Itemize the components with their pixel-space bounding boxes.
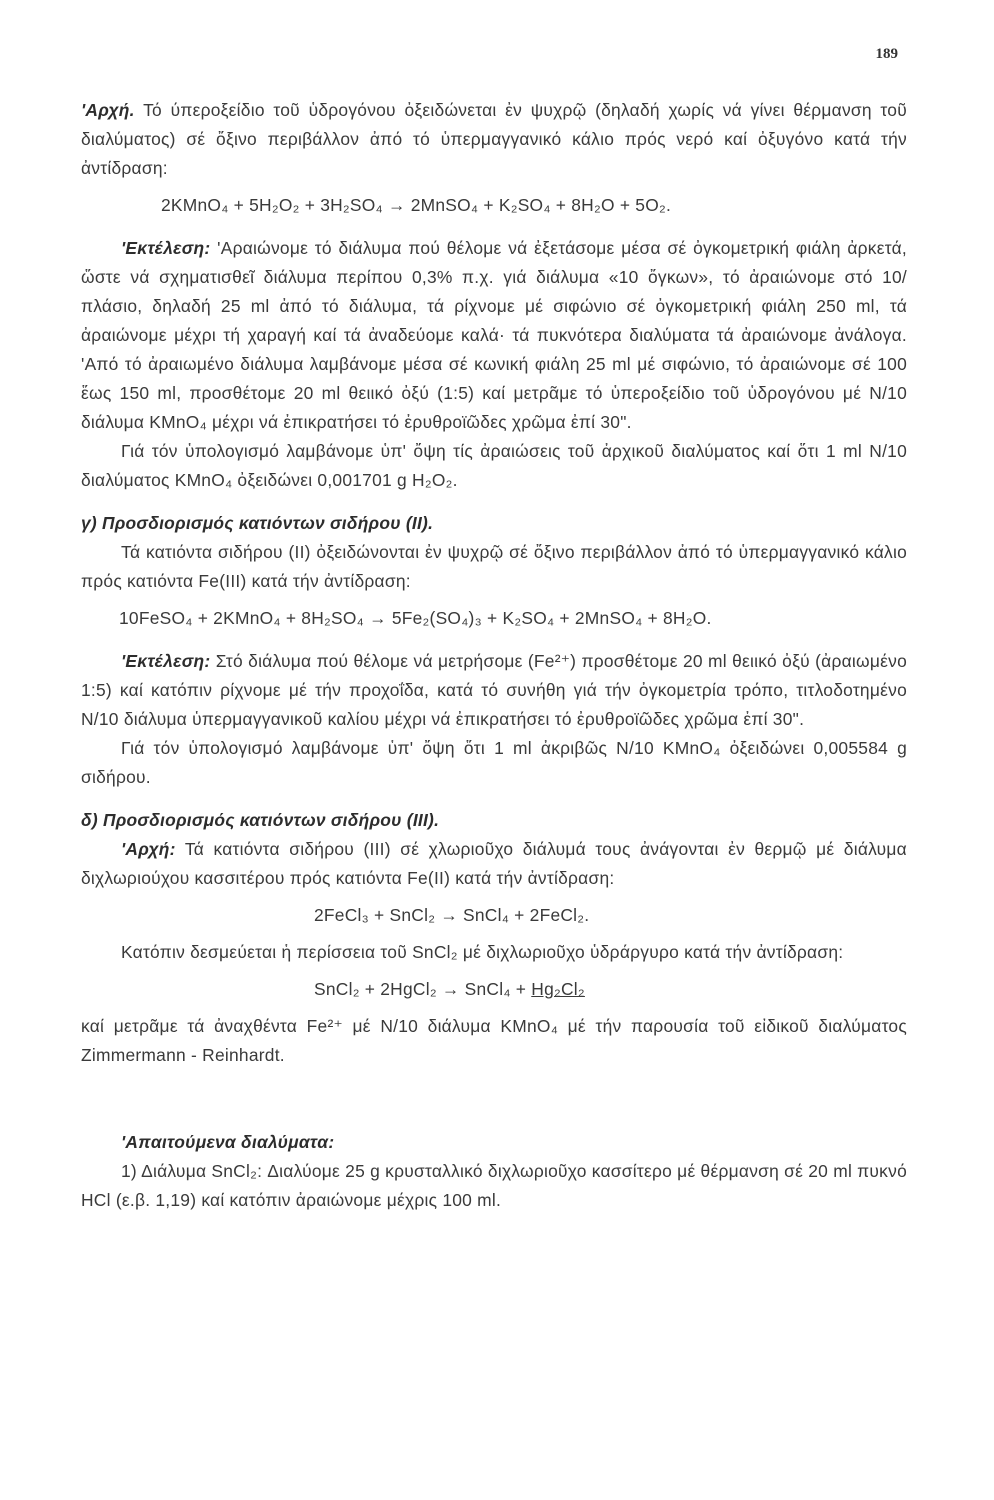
page-body <box>81 96 907 1215</box>
iron-iii-principle-paragraph <box>81 835 907 893</box>
iron-ii-procedure-text: Στό διάλυμα πού θέλομε νά μετρήσομε (Fe²⁺) προσθέτομε 20 ml θειικό ὀξύ (ἀραιωμένο 1:5) καί κατόπιν ρίχνομε μέ τήν προχοΐδα, κατά τό συνήθη γιά τήν ὀγκομετρία τρόπο, τιτλοδοτημένο N/10 διάλυμα ὑπερμαγγανικοῦ καλίου μέχρι νά ἐπικρατήσει τό ἐρυθροϊῶδες χρῶμα ἐπί 30". <box>81 651 907 729</box>
iron-ii-procedure-label: 'Εκτέλεση: <box>121 651 211 671</box>
equation-hgcl2-main: SnCl₂ + 2HgCl₂ → SnCl₄ + <box>314 979 532 999</box>
solution-item-1-label: 1) Διάλυμα SnCl₂: <box>121 1161 263 1181</box>
principle-label: 'Αρχή. <box>81 100 135 120</box>
measure-paragraph: καί μετρᾶμε τά ἀναχθέντα Fe²⁺ μέ N/10 διάλυμα KMnO₄ μέ τήν παρουσία τοῦ εἰδικοῦ διαλύματος Zimmermann - Reinhardt. <box>81 1016 907 1065</box>
calculation-paragraph: Γιά τόν ὑπολογισμό λαμβάνομε ὑπ' ὄψη τίς ἀραιώσεις τοῦ ἀρχικοῦ διαλύματος καί ὅτι 1 ml N/10 διαλύματος KMnO₄ ὀξειδώνει 0,001701 g H₂O₂. <box>81 441 907 490</box>
equation-hgcl2 <box>81 975 907 1004</box>
solution-item-1-text: Διαλύομε 25 g κρυσταλλικό διχλωριοῦχο κασσίτερο μέ θέρμανση σέ 20 ml πυκνό HCl (ε.β. 1,19) καί κατόπιν ἀραιώνομε μέχρις 100 ml. <box>81 1161 907 1210</box>
equation-feso4: 10FeSO₄ + 2KMnO₄ + 8H₂SO₄ → 5Fe₂(SO₄)₃ + K₂SO₄ + 2MnSO₄ + 8H₂O. <box>119 608 712 628</box>
principle-paragraph <box>81 96 907 183</box>
mercury-paragraph: Κατόπιν δεσμεύεται ἡ περίσσεια τοῦ SnCl₂ μέ διχλωριοῦχο ὑδράργυρο κατά τήν ἀντίδραση: <box>121 942 844 962</box>
procedure-paragraph <box>81 234 907 437</box>
iron-ii-calculation-paragraph: Γιά τόν ὑπολογισμό λαμβάνομε ὑπ' ὄψη ὅτι 1 ml ἀκριβῶς N/10 KMnO₄ ὀξειδώνει 0,005584 g σιδήρου. <box>81 738 907 787</box>
procedure-text: 'Αραιώνομε τό διάλυμα πού θέλομε νά ἐξετάσομε μέσα σέ ὀγκομετρική φιάλη ἀρκετά, ὥστε νά σχηματισθεῖ διάλυμα περίπου 0,3% π.χ. γιά διάλυμα «10 ὄγκων», τό ἀραιώνομε στό 10/πλάσιο, δηλαδή 25 ml ἀπό τό διάλυμα, τά ρίχνομε μέ σιφώνιο σέ ὀγκομετρική φιάλη 250 ml, τά ἀραιώνομε μέχρι τή χαραγή καί τά ἀναδεύομε καλά· τά πυκνότερα διαλύματα τά ἀραιώνομε ἀνάλογα. 'Από τό ἀραιωμένο διάλυμα λαμβάνομε μέσα σέ κωνική φιάλη 25 ml μέ σιφώνιο, τό ἀραιώνομε σέ 100 ἕως 150 ml, προσθέτομε 20 ml θειικό ὀξύ (1:5) καί μετρᾶμε τό ὑπεροξείδιο τοῦ ὑδρογόνου μέ N/10 διάλυμα KMnO₄ μέχρι νά ἐπικρατήσει τό ἐρυθροϊῶδες χρῶμα ἐπί 30". <box>81 238 907 432</box>
page-number: 189 <box>875 46 898 62</box>
required-solutions-heading: 'Απαιτούμενα διαλύματα: <box>121 1132 335 1152</box>
iron-ii-procedure-paragraph <box>81 647 907 734</box>
equation-hgcl2-precipitate: Hg₂Cl₂ <box>531 979 585 999</box>
equation-h2o2: 2KMnO₄ + 5H₂O₂ + 3H₂SO₄ → 2MnSO₄ + K₂SO₄ + 8H₂O + 5O₂. <box>161 195 672 215</box>
principle-text: Τό ύπεροξείδιο τοῦ ὑδρογόνου ὀξειδώνεται ἐν ψυχρῷ (δηλαδή χωρίς νά γίνει θέρμανση τοῦ διαλύματος) σέ ὄξινο περιβάλλον ἀπό τό ὑπερμαγγανικό κάλιο πρός νερό καί ὀξυγόνο κατά τήν ἀντίδραση: <box>81 100 907 178</box>
iron-iii-principle-label: 'Αρχή: <box>121 839 176 859</box>
iron-iii-principle-text: Τά κατιόντα σιδήρου (ΙΙΙ) σέ χλωριοῦχο διάλυμά τους ἀνάγονται ἐν θερμῷ μέ διάλυμα διχλωριούχου κασσιτέρου πρός κατιόντα Fe(II) κατά τήν ἀντίδραση: <box>81 839 907 888</box>
section-heading-iron-iii: δ) Προσδιορισμός κατιόντων σιδήρου (ΙΙΙ). <box>81 810 440 830</box>
procedure-label: 'Εκτέλεση: <box>121 238 211 258</box>
iron-ii-intro-paragraph: Τά κατιόντα σιδήρου (ΙΙ) ὀξειδώνονται ἐν ψυχρῷ σέ ὄξινο περιβάλλον ἀπό τό ὑπερμαγγανικό κάλιο πρός κατιόντα Fe(III) κατά τήν ἀντίδραση: <box>81 542 907 591</box>
section-heading-iron-ii: γ) Προσδιορισμός κατιόντων σιδήρου (ΙΙ). <box>81 513 434 533</box>
equation-fecl3: 2FeCl₃ + SnCl₂ → SnCl₄ + 2FeCl₂. <box>314 905 590 925</box>
solution-item-1 <box>81 1157 907 1215</box>
